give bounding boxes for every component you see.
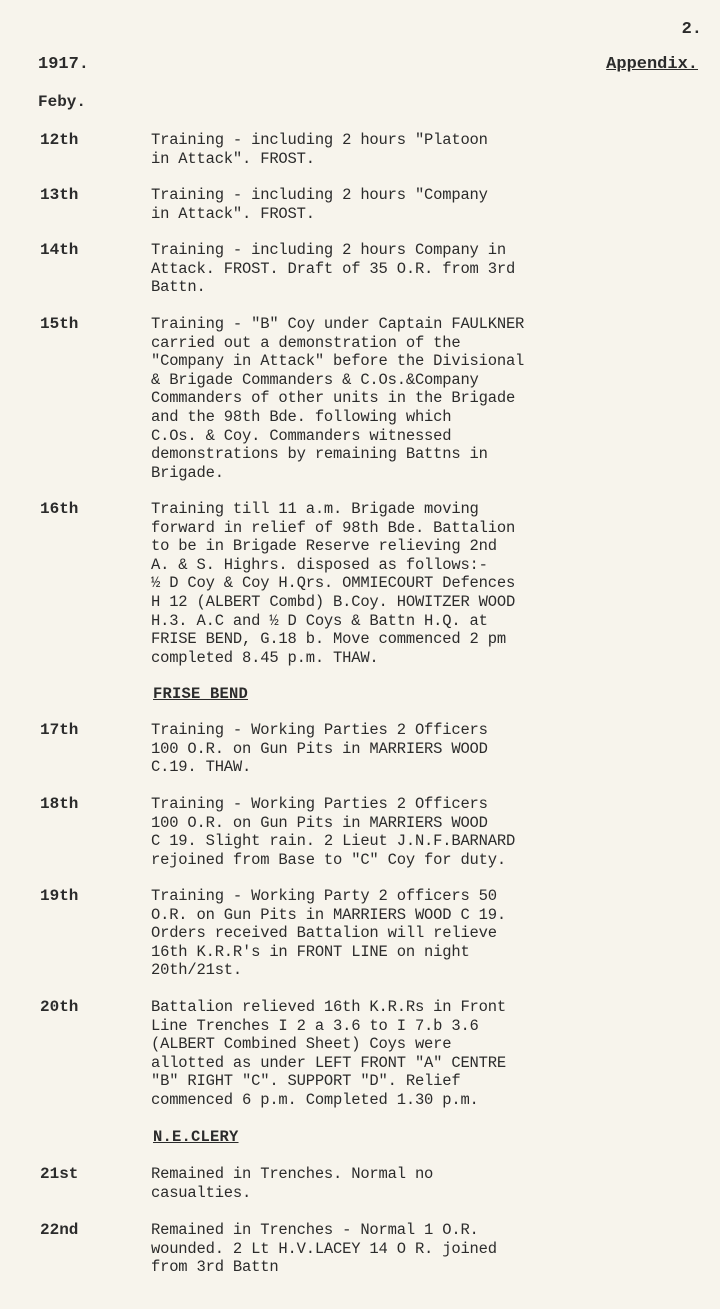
entry-date: 14th <box>40 241 79 259</box>
entry-date: 21st <box>40 1165 79 1183</box>
entry-text: Training - including 2 hours "Platoon in Attack". FROST. <box>151 131 488 168</box>
entry-text: Training till 11 a.m. Brigade moving forward in relief of 98th Bde. Battalion to be in Brigade Reserve relieving 2nd A. & S. Highrs. disposed as follows:- ½ D Coy & Coy H.Qrs. OMMIECOURT Defences H 12 (ALBERT Combd) B.Coy. HOWITZER WOOD H.3. A.C and ½ D Coys & Battn H.Q. at FRISE BEND, G.18 b. Move commenced 2 pm completed 8.45 p.m. THAW. <box>151 500 516 667</box>
entry-text: Training - Working Party 2 officers 50 O.R. on Gun Pits in MARRIERS WOOD C 19. Orders received Battalion will relieve 16th K.R.R's in FRONT LINE on night 20th/21st. <box>151 887 506 980</box>
entry-text: Training - Working Parties 2 Officers 100 O.R. on Gun Pits in MARRIERS WOOD C 19. Slight rain. 2 Lieut J.N.F.BARNARD rejoined from Base to "C" Coy for duty. <box>151 795 516 869</box>
entry-text: Remained in Trenches - Normal 1 O.R. wounded. 2 Lt H.V.LACEY 14 O R. joined from 3rd Battn <box>151 1221 497 1277</box>
entry-text: Training - including 2 hours "Company in Attack". FROST. <box>151 186 488 223</box>
location-heading: N.E.CLERY <box>153 1128 239 1146</box>
entry-date: 16th <box>40 500 79 518</box>
entry-date: 18th <box>40 795 79 813</box>
page-number: 2. <box>681 20 702 39</box>
entry-date: 12th <box>40 131 79 149</box>
year-heading: 1917. <box>38 55 90 74</box>
entry-date: 22nd <box>40 1221 79 1239</box>
entry-text: Remained in Trenches. Normal no casualties. <box>151 1165 434 1202</box>
entry-text: Training - "B" Coy under Captain FAULKNER carried out a demonstration of the "Company in Attack" before the Divisional & Brigade Commanders & C.Os.&Company Commanders of other units in the Brigade and the 98th Bde. following which C.Os. & Coy. Commanders witnessed demonstrations by remaining Battns in Brigade. <box>151 315 525 482</box>
entry-text: Battalion relieved 16th K.R.Rs in Front Line Trenches I 2 a 3.6 to I 7.b 3.6 (ALBERT Combined Sheet) Coys were allotted as under LEFT FRONT "A" CENTRE "B" RIGHT "C". SUPPORT "D". Relief commenced 6 p.m. Completed 1.30 p.m. <box>151 998 506 1109</box>
month-heading: Feby. <box>38 93 87 111</box>
entry-date: 13th <box>40 186 79 204</box>
entry-text: Training - including 2 hours Company in Attack. FROST. Draft of 35 O.R. from 3rd Battn. <box>151 241 516 297</box>
entry-date: 20th <box>40 998 79 1016</box>
entry-text: Training - Working Parties 2 Officers 100 O.R. on Gun Pits in MARRIERS WOOD C.19. THAW. <box>151 721 488 777</box>
entry-date: 17th <box>40 721 79 739</box>
location-heading: FRISE BEND <box>153 685 249 703</box>
appendix-heading: Appendix. <box>606 55 698 74</box>
entry-date: 19th <box>40 887 79 905</box>
entry-date: 15th <box>40 315 79 333</box>
